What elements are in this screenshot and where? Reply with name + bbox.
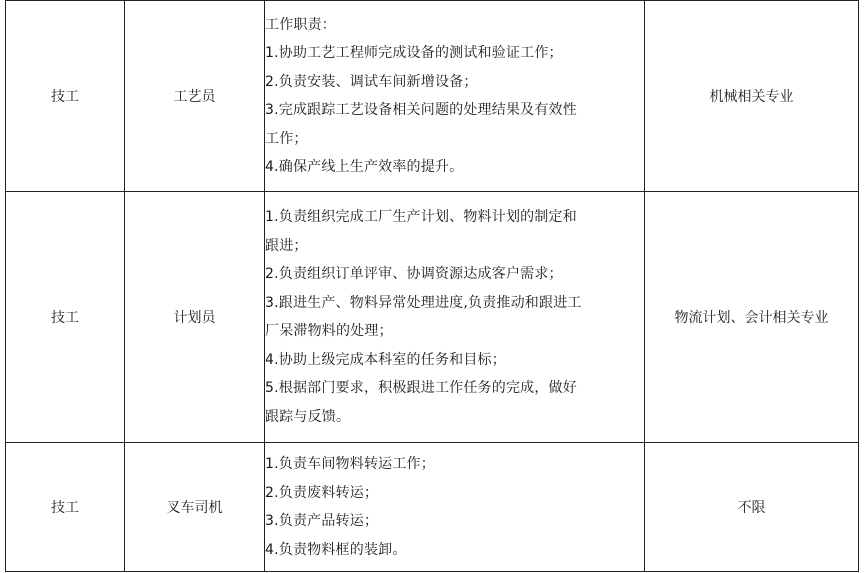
table-row xyxy=(6,443,859,572)
duties-cell xyxy=(265,443,645,572)
position-cell: 计划员 xyxy=(125,192,265,443)
position-cell: 叉车司机 xyxy=(125,443,265,572)
duty-line: 工作； xyxy=(265,130,308,147)
duty-line: 跟进； xyxy=(265,237,308,254)
duty-line: 3.完成跟踪工艺设备相关问题的处理结果及有效性 xyxy=(265,102,577,118)
duty-line: 4.负责物料框的装卸。 xyxy=(265,541,407,558)
duty-line: 厂呆滞物料的处理； xyxy=(265,323,393,339)
duty-line: 跟踪与反馈。 xyxy=(265,408,351,425)
requirement-cell: 物流计划、会计相关专业 xyxy=(645,192,859,443)
duty-line: 2.负责安装、调试车间新增设备； xyxy=(265,73,478,90)
position-cell: 工艺员 xyxy=(125,1,265,192)
requirement-cell: 不限 xyxy=(645,443,859,572)
table-row xyxy=(6,1,859,192)
job-table xyxy=(5,0,859,572)
table-row xyxy=(6,192,859,443)
duty-line: 3.跟进生产、物料异常处理进度,负责推动和跟进工 xyxy=(265,294,582,311)
duties-cell xyxy=(265,1,645,192)
duty-line: 2.负责废料转运； xyxy=(265,484,379,501)
category-cell: 技工 xyxy=(6,443,125,572)
duty-line: 5.根据部门要求，积极跟进工作任务的完成，做好 xyxy=(265,380,577,396)
requirement-cell: 机械相关专业 xyxy=(645,1,859,192)
duty-line: 1.协助工艺工程师完成设备的测试和验证工作； xyxy=(265,45,563,61)
duty-line: 1.负责车间物料转运工作； xyxy=(265,456,435,472)
duty-line: 1.负责组织完成工厂生产计划、物料计划的制定和 xyxy=(265,209,577,225)
category-cell: 技工 xyxy=(6,192,125,443)
duty-line: 2.负责组织订单评审、协调资源达成客户需求； xyxy=(265,266,563,282)
duty-line: 4.确保产线上生产效率的提升。 xyxy=(265,159,464,175)
duties-cell xyxy=(265,192,645,443)
category-cell: 技工 xyxy=(6,1,125,192)
duty-line: 工作职责： xyxy=(265,16,336,33)
duty-line: 4.协助上级完成本科室的任务和目标； xyxy=(265,351,506,368)
duty-line: 3.负责产品转运； xyxy=(265,513,379,529)
